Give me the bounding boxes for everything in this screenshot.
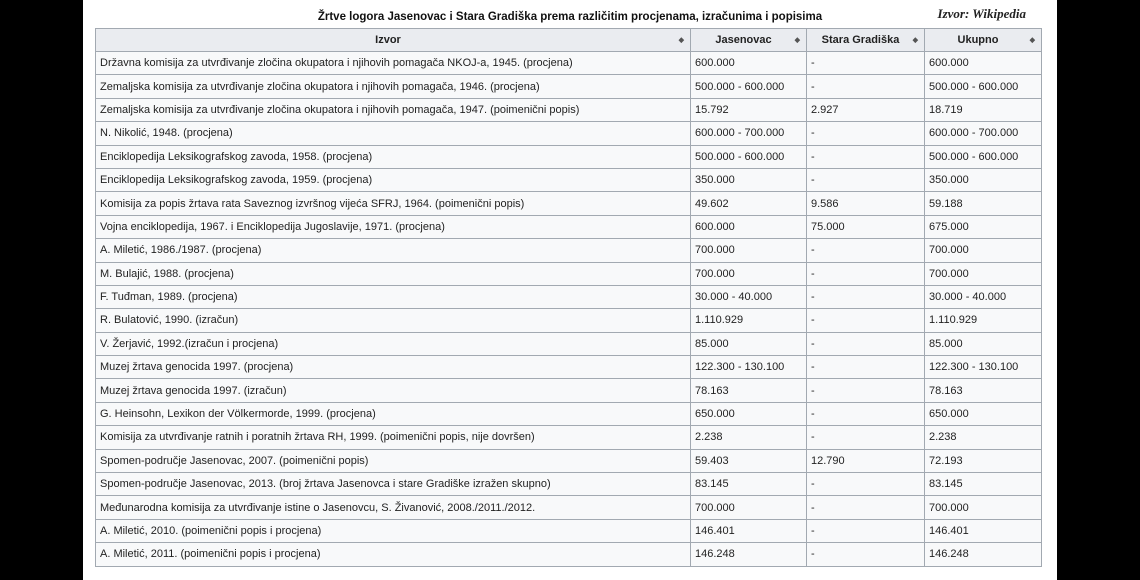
- column-header-stara-gradiska[interactable]: [807, 29, 925, 52]
- sort-icon[interactable]: ◆: [912, 37, 918, 44]
- cell-jasenovac: 83.145: [691, 473, 807, 496]
- table-row: [96, 145, 1042, 168]
- cell-jasenovac: 85.000: [691, 332, 807, 355]
- cell-jasenovac: 700.000: [691, 496, 807, 519]
- cell-stara-gradiska: -: [807, 543, 925, 566]
- table-caption: Žrtve logora Jasenovac i Stara Gradiška prema različitim procjenama, izračunima i popisima: [317, 11, 823, 23]
- cell-izvor: R. Bulatović, 1990. (izračun): [96, 309, 691, 332]
- table-row: [96, 52, 1042, 75]
- cell-izvor: A. Miletić, 2010. (poimenični popis i procjena): [96, 519, 691, 542]
- sort-icon[interactable]: ◆: [678, 37, 684, 44]
- cell-stara-gradiska: -: [807, 145, 925, 168]
- table-row: [96, 192, 1042, 215]
- cell-izvor: Vojna enciklopedija, 1967. i Enciklopedija Jugoslavije, 1971. (procjena): [96, 215, 691, 238]
- table-row: [96, 168, 1042, 191]
- source-note: Izvor: Wikipedia: [937, 6, 1026, 21]
- cell-izvor: A. Miletić, 1986./1987. (procjena): [96, 239, 691, 262]
- cell-izvor: F. Tuđman, 1989. (procjena): [96, 285, 691, 308]
- cell-ukupno: 85.000: [925, 332, 1042, 355]
- cell-izvor: Muzej žrtava genocida 1997. (procjena): [96, 356, 691, 379]
- cell-stara-gradiska: 75.000: [807, 215, 925, 238]
- cell-jasenovac: 700.000: [691, 239, 807, 262]
- cell-izvor: M. Bulajić, 1988. (procjena): [96, 262, 691, 285]
- cell-stara-gradiska: -: [807, 356, 925, 379]
- cell-izvor: Državna komisija za utvrđivanje zločina okupatora i njihovih pomagača NKOJ-a, 1945. (procjena): [96, 52, 691, 75]
- cell-izvor: N. Nikolić, 1948. (procjena): [96, 122, 691, 145]
- cell-izvor: Enciklopedija Leksikografskog zavoda, 1959. (procjena): [96, 168, 691, 191]
- cell-jasenovac: 146.248: [691, 543, 807, 566]
- column-label: Ukupno: [957, 34, 999, 46]
- table-row: [96, 356, 1042, 379]
- cell-ukupno: 700.000: [925, 496, 1042, 519]
- cell-stara-gradiska: 9.586: [807, 192, 925, 215]
- column-header-ukupno[interactable]: [925, 29, 1042, 52]
- cell-izvor: Komisija za utvrđivanje ratnih i poratnih žrtava RH, 1999. (poimenični popis, nije dovršen): [96, 426, 691, 449]
- table-row: [96, 402, 1042, 425]
- table-row: [96, 239, 1042, 262]
- cell-ukupno: 59.188: [925, 192, 1042, 215]
- cell-stara-gradiska: -: [807, 379, 925, 402]
- cell-ukupno: 146.248: [925, 543, 1042, 566]
- cell-izvor: Spomen-područje Jasenovac, 2007. (poimenični popis): [96, 449, 691, 472]
- cell-ukupno: 500.000 - 600.000: [925, 75, 1042, 98]
- cell-jasenovac: 59.403: [691, 449, 807, 472]
- cell-jasenovac: 49.602: [691, 192, 807, 215]
- cell-stara-gradiska: -: [807, 496, 925, 519]
- cell-ukupno: 650.000: [925, 402, 1042, 425]
- table-row: [96, 262, 1042, 285]
- cell-izvor: V. Žerjavić, 1992.(izračun i procjena): [96, 332, 691, 355]
- cell-ukupno: 2.238: [925, 426, 1042, 449]
- table-row: [96, 426, 1042, 449]
- cell-ukupno: 122.300 - 130.100: [925, 356, 1042, 379]
- cell-jasenovac: 700.000: [691, 262, 807, 285]
- cell-jasenovac: 500.000 - 600.000: [691, 75, 807, 98]
- table-row: [96, 215, 1042, 238]
- cell-stara-gradiska: -: [807, 52, 925, 75]
- cell-jasenovac: 600.000 - 700.000: [691, 122, 807, 145]
- cell-stara-gradiska: 2.927: [807, 98, 925, 121]
- cell-stara-gradiska: 12.790: [807, 449, 925, 472]
- cell-stara-gradiska: -: [807, 239, 925, 262]
- page: [83, 0, 1057, 580]
- cell-ukupno: 600.000 - 700.000: [925, 122, 1042, 145]
- cell-izvor: A. Miletić, 2011. (poimenični popis i procjena): [96, 543, 691, 566]
- cell-jasenovac: 146.401: [691, 519, 807, 542]
- cell-ukupno: 700.000: [925, 239, 1042, 262]
- table-row: [96, 543, 1042, 566]
- column-label: Jasenovac: [715, 34, 772, 46]
- cell-stara-gradiska: -: [807, 285, 925, 308]
- cell-jasenovac: 600.000: [691, 215, 807, 238]
- cell-ukupno: 675.000: [925, 215, 1042, 238]
- cell-jasenovac: 600.000: [691, 52, 807, 75]
- table-row: [96, 332, 1042, 355]
- column-header-izvor[interactable]: [96, 29, 691, 52]
- cell-jasenovac: 122.300 - 130.100: [691, 356, 807, 379]
- cell-stara-gradiska: -: [807, 168, 925, 191]
- cell-ukupno: 350.000: [925, 168, 1042, 191]
- victims-table: [95, 28, 1042, 567]
- sort-icon[interactable]: ◆: [1029, 37, 1035, 44]
- cell-stara-gradiska: -: [807, 309, 925, 332]
- cell-stara-gradiska: -: [807, 426, 925, 449]
- cell-izvor: Enciklopedija Leksikografskog zavoda, 1958. (procjena): [96, 145, 691, 168]
- cell-ukupno: 18.719: [925, 98, 1042, 121]
- cell-izvor: G. Heinsohn, Lexikon der Völkermorde, 1999. (procjena): [96, 402, 691, 425]
- cell-jasenovac: 500.000 - 600.000: [691, 145, 807, 168]
- cell-izvor: Međunarodna komisija za utvrđivanje istine o Jasenovcu, S. Živanović, 2008./2011./2012.: [96, 496, 691, 519]
- cell-ukupno: 146.401: [925, 519, 1042, 542]
- table-row: [96, 309, 1042, 332]
- table-row: [96, 449, 1042, 472]
- cell-stara-gradiska: -: [807, 75, 925, 98]
- cell-jasenovac: 1.110.929: [691, 309, 807, 332]
- cell-stara-gradiska: -: [807, 519, 925, 542]
- cell-jasenovac: 2.238: [691, 426, 807, 449]
- cell-jasenovac: 650.000: [691, 402, 807, 425]
- table-row: [96, 75, 1042, 98]
- cell-jasenovac: 78.163: [691, 379, 807, 402]
- cell-jasenovac: 30.000 - 40.000: [691, 285, 807, 308]
- table-row: [96, 519, 1042, 542]
- table-row: [96, 379, 1042, 402]
- cell-stara-gradiska: -: [807, 332, 925, 355]
- cell-ukupno: 72.193: [925, 449, 1042, 472]
- cell-ukupno: 1.110.929: [925, 309, 1042, 332]
- table-row: [96, 98, 1042, 121]
- cell-izvor: Spomen-područje Jasenovac, 2013. (broj žrtava Jasenovca i stare Gradiške izražen skupno): [96, 473, 691, 496]
- table-row: [96, 285, 1042, 308]
- table-row: [96, 473, 1042, 496]
- column-header-jasenovac[interactable]: [691, 29, 807, 52]
- table-row: [96, 122, 1042, 145]
- table-body: [96, 52, 1042, 567]
- cell-stara-gradiska: -: [807, 402, 925, 425]
- cell-stara-gradiska: -: [807, 473, 925, 496]
- cell-ukupno: 500.000 - 600.000: [925, 145, 1042, 168]
- cell-ukupno: 30.000 - 40.000: [925, 285, 1042, 308]
- cell-stara-gradiska: -: [807, 122, 925, 145]
- cell-izvor: Komisija za popis žrtava rata Saveznog izvršnog vijeća SFRJ, 1964. (poimenični popis): [96, 192, 691, 215]
- cell-izvor: Zemaljska komisija za utvrđivanje zločina okupatora i njihovih pomagača, 1946. (procjena): [96, 75, 691, 98]
- column-label: Stara Gradiška: [821, 34, 900, 46]
- cell-stara-gradiska: -: [807, 262, 925, 285]
- cell-jasenovac: 350.000: [691, 168, 807, 191]
- sort-icon[interactable]: ◆: [794, 37, 800, 44]
- cell-jasenovac: 15.792: [691, 98, 807, 121]
- header-row: [96, 29, 1042, 52]
- cell-izvor: Zemaljska komisija za utvrđivanje zločina okupatora i njihovih pomagača, 1947. (poimenični popis): [96, 98, 691, 121]
- cell-izvor: Muzej žrtava genocida 1997. (izračun): [96, 379, 691, 402]
- cell-ukupno: 83.145: [925, 473, 1042, 496]
- cell-ukupno: 78.163: [925, 379, 1042, 402]
- cell-ukupno: 600.000: [925, 52, 1042, 75]
- column-label: Izvor: [375, 34, 401, 46]
- table-row: [96, 496, 1042, 519]
- cell-ukupno: 700.000: [925, 262, 1042, 285]
